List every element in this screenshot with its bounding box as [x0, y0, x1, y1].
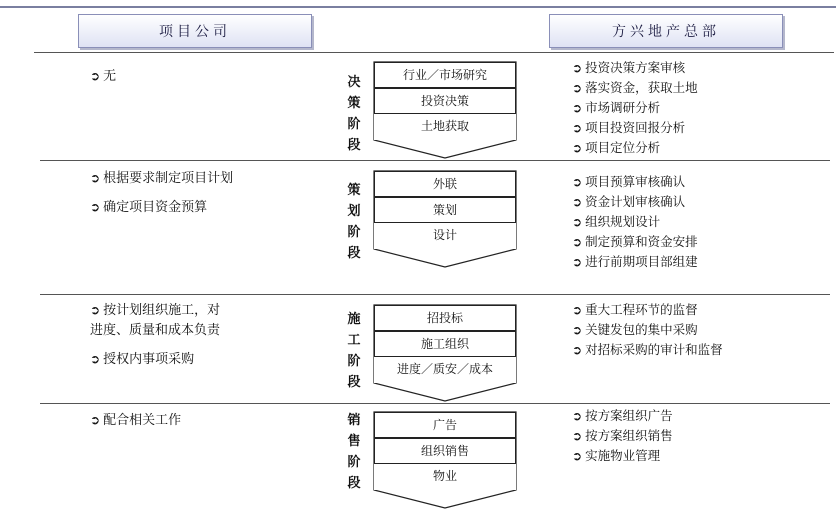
hq-duty-text: 对招标采购的审计和监督 — [585, 342, 723, 357]
headquarters-duties — [572, 58, 698, 158]
hq-duty-text: 按方案组织销售 — [585, 428, 673, 443]
stage-char: 销 — [347, 413, 361, 428]
stage-char: 策 — [347, 183, 361, 198]
hq-duty-item — [572, 58, 698, 78]
stage-label — [342, 410, 366, 494]
activity-box: 行业／市场研究 — [374, 62, 516, 88]
stage-char: 策 — [347, 96, 361, 111]
arrow-bullet-icon: ➲ — [90, 413, 101, 427]
hq-duty-item — [572, 232, 698, 252]
duty-text: 按计划组织施工，对 进度、质量和成本负责 — [90, 303, 221, 338]
stage-label — [342, 72, 366, 156]
activity-box: 组织销售 — [374, 438, 516, 464]
hq-duty-text: 市场调研分析 — [585, 100, 661, 115]
headquarters-duties — [572, 172, 698, 272]
arrow-bullet-icon: ➲ — [572, 121, 583, 135]
hq-duty-text: 重大工程环节的监督 — [585, 302, 698, 317]
header-headquarters: 方兴地产总部 — [549, 14, 783, 48]
hq-duty-item — [572, 192, 698, 212]
duty-item — [90, 168, 233, 189]
headquarters-duties — [572, 406, 673, 466]
project-company-duties — [90, 300, 220, 378]
activity-box: 策划 — [374, 197, 516, 223]
hq-duty-item — [572, 252, 698, 272]
arrow-bullet-icon: ➲ — [572, 323, 583, 337]
arrow-bullet-icon: ➲ — [572, 235, 583, 249]
top-rule — [0, 6, 836, 8]
hq-duty-item — [572, 98, 698, 118]
duty-text: 配合相关工作 — [103, 413, 182, 428]
hq-duty-item — [572, 320, 723, 340]
hq-duty-text: 项目定位分析 — [585, 140, 661, 155]
separator — [34, 52, 834, 53]
headquarters-duties — [572, 300, 723, 360]
activity-box: 招投标 — [374, 305, 516, 331]
stage-char: 段 — [347, 375, 361, 390]
activity-chevron — [372, 412, 518, 510]
separator — [40, 403, 830, 404]
duty-text: 无 — [103, 69, 117, 84]
activity-box: 广告 — [374, 412, 516, 438]
duty-text: 授权内事项采购 — [103, 352, 195, 367]
activity-box: 施工组织 — [374, 331, 516, 357]
project-company-duties — [90, 168, 233, 226]
activity-box: 设计 — [374, 223, 516, 249]
hq-duty-item — [572, 172, 698, 192]
duty-item — [90, 410, 181, 431]
duty-text: 确定项目资金预算 — [103, 200, 208, 215]
stage-char: 段 — [347, 476, 361, 491]
hq-duty-text: 制定预算和资金安排 — [585, 234, 698, 249]
hq-duty-item — [572, 300, 723, 320]
hq-duty-item — [572, 138, 698, 158]
arrow-bullet-icon: ➲ — [572, 409, 583, 423]
arrow-bullet-icon: ➲ — [572, 195, 583, 209]
hq-duty-item — [572, 340, 723, 360]
hq-duty-item — [572, 406, 673, 426]
stage-char: 阶 — [347, 455, 361, 470]
stage-char: 阶 — [347, 354, 361, 369]
stage-label — [342, 180, 366, 264]
arrow-bullet-icon: ➲ — [572, 81, 583, 95]
hq-duty-text: 组织规划设计 — [585, 214, 661, 229]
activity-box: 进度／质安／成本 — [374, 357, 516, 383]
project-company-duties — [90, 410, 181, 439]
hq-duty-item — [572, 78, 698, 98]
hq-duty-item — [572, 118, 698, 138]
stage-char: 阶 — [347, 117, 361, 132]
duty-item — [90, 300, 220, 341]
stage-label — [342, 309, 366, 393]
hq-duty-text: 投资决策方案审核 — [585, 60, 686, 75]
duty-text: 根据要求制定项目计划 — [103, 171, 234, 186]
hq-duty-text: 资金计划审核确认 — [585, 194, 686, 209]
activity-chevron — [372, 62, 518, 160]
hq-duty-text: 进行前期项目部组建 — [585, 254, 698, 269]
hq-duty-item — [572, 446, 673, 466]
duty-item — [90, 197, 233, 218]
project-company-duties — [90, 66, 116, 95]
activity-box: 物业 — [374, 464, 516, 490]
separator — [40, 294, 830, 295]
stage-char: 施 — [347, 312, 361, 327]
stage-char: 段 — [347, 138, 361, 153]
arrow-bullet-icon: ➲ — [572, 303, 583, 317]
arrow-bullet-icon: ➲ — [572, 429, 583, 443]
hq-duty-text: 实施物业管理 — [585, 448, 661, 463]
hq-duty-text: 落实资金，获取土地 — [585, 80, 698, 95]
arrow-bullet-icon: ➲ — [90, 352, 101, 366]
arrow-bullet-icon: ➲ — [572, 449, 583, 463]
arrow-bullet-icon: ➲ — [572, 215, 583, 229]
activity-box: 投资决策 — [374, 88, 516, 114]
arrow-bullet-icon: ➲ — [572, 255, 583, 269]
arrow-bullet-icon: ➲ — [90, 200, 101, 214]
activity-box: 外联 — [374, 171, 516, 197]
separator — [40, 160, 830, 161]
duty-item — [90, 66, 116, 87]
stage-char: 划 — [347, 204, 361, 219]
stage-char: 阶 — [347, 225, 361, 240]
arrow-bullet-icon: ➲ — [90, 69, 101, 83]
arrow-bullet-icon: ➲ — [572, 61, 583, 75]
arrow-bullet-icon: ➲ — [572, 141, 583, 155]
activity-chevron — [372, 171, 518, 269]
arrow-bullet-icon: ➲ — [90, 171, 101, 185]
hq-duty-text: 按方案组织广告 — [585, 408, 673, 423]
arrow-bullet-icon: ➲ — [572, 175, 583, 189]
activity-chevron — [372, 305, 518, 403]
hq-duty-text: 项目预算审核确认 — [585, 174, 686, 189]
hq-duty-item — [572, 426, 673, 446]
hq-duty-item — [572, 212, 698, 232]
stage-char: 售 — [347, 434, 361, 449]
hq-duty-text: 项目投资回报分析 — [585, 120, 686, 135]
arrow-bullet-icon: ➲ — [572, 343, 583, 357]
stage-char: 决 — [347, 75, 361, 90]
hq-duty-text: 关键发包的集中采购 — [585, 322, 698, 337]
stage-char: 工 — [347, 333, 361, 348]
duty-item — [90, 349, 220, 370]
activity-box: 土地获取 — [374, 114, 516, 140]
arrow-bullet-icon: ➲ — [572, 101, 583, 115]
arrow-bullet-icon: ➲ — [90, 303, 101, 317]
stage-char: 段 — [347, 246, 361, 261]
header-project-company: 项目公司 — [78, 14, 312, 48]
